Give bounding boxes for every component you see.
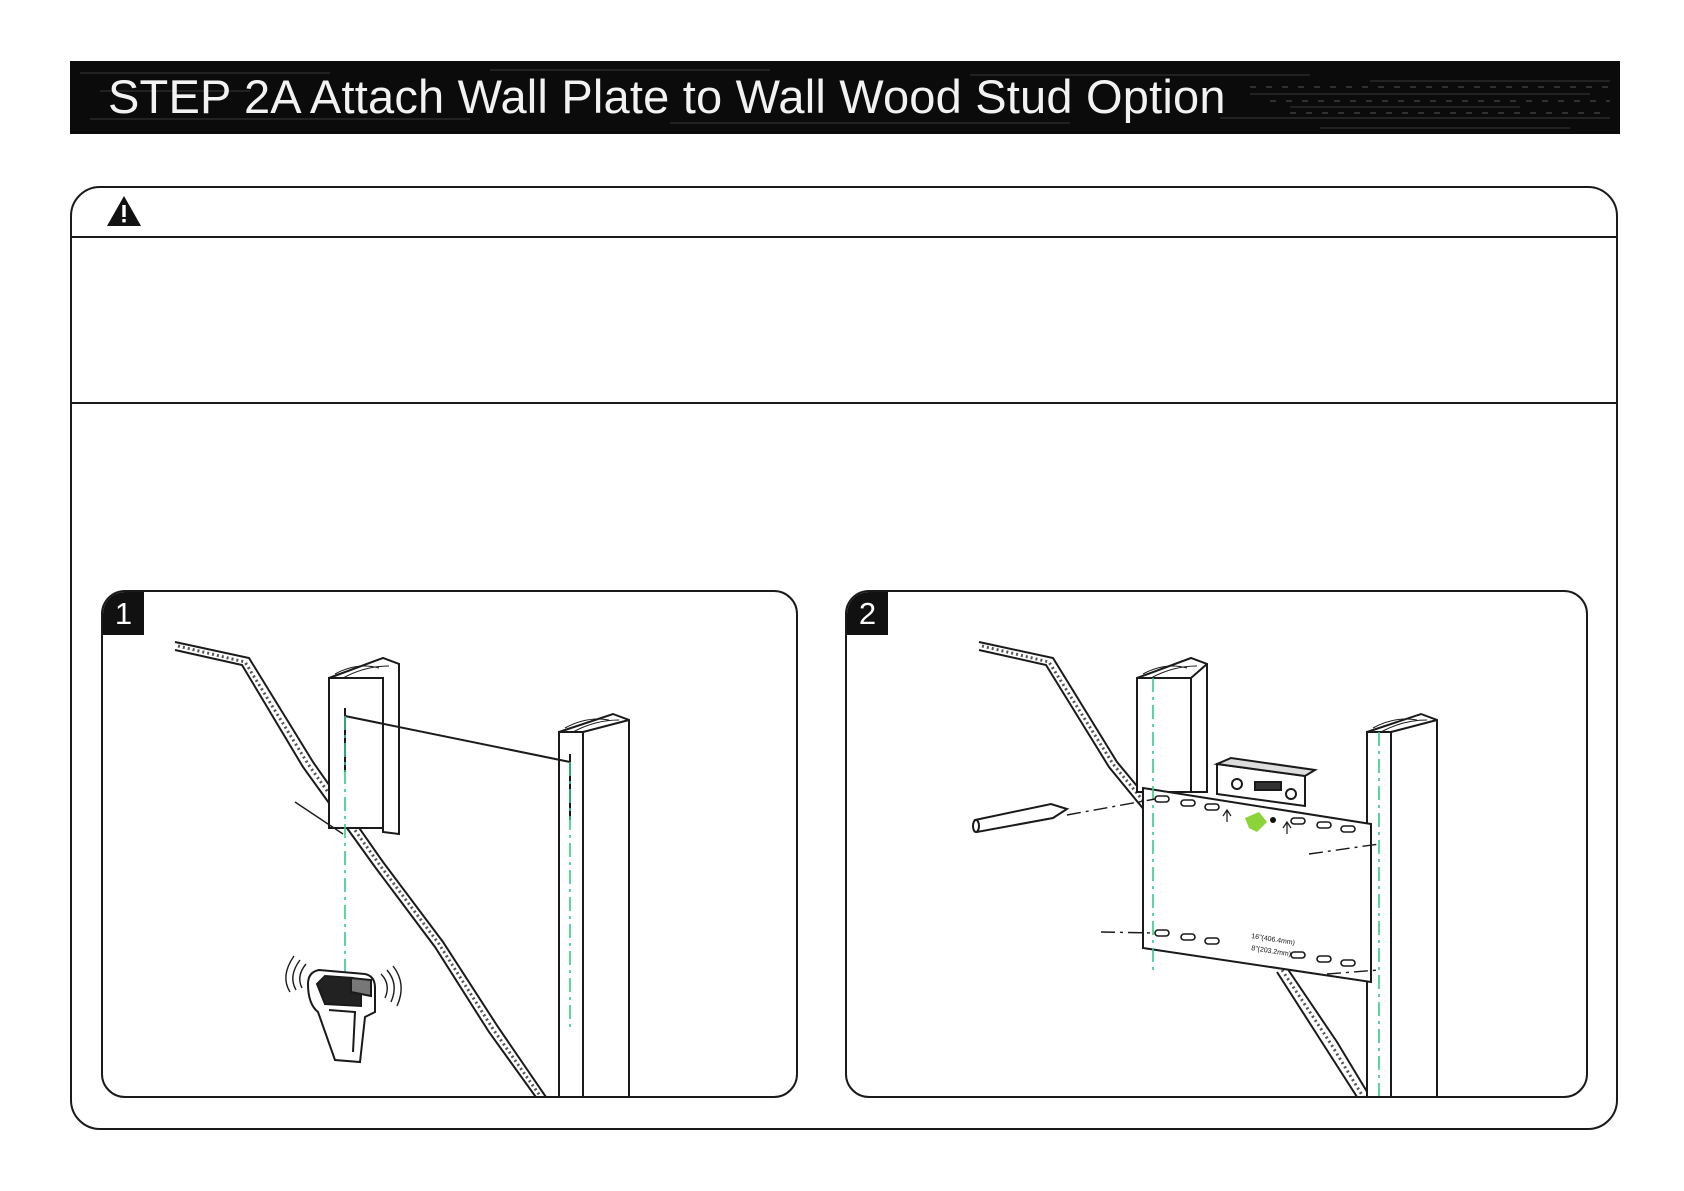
dimension-16-inch: 16"(406.4mm) <box>1250 933 1296 947</box>
panel-number-badge: 1 <box>103 592 144 635</box>
wood-stud-left <box>1137 658 1207 792</box>
wood-stud-left <box>329 658 399 834</box>
warning-header <box>72 188 1616 238</box>
pencil-icon <box>973 804 1067 832</box>
warning-text-area <box>72 238 1616 404</box>
stud-finder-icon <box>286 956 401 1062</box>
bubble-level-icon <box>1217 758 1315 806</box>
wood-stud-right <box>1367 714 1437 1098</box>
panel-number-badge: 2 <box>847 592 888 635</box>
page-title: STEP 2A Attach Wall Plate to Wall Wood Stud Option <box>108 70 1226 123</box>
mark-holes-illustration <box>847 592 1588 1098</box>
instruction-text-area <box>72 404 1616 574</box>
panel-2 <box>845 590 1588 1098</box>
locate-stud-illustration <box>103 592 798 1098</box>
dimension-8-inch: 8"(203.2mm) <box>1250 945 1292 959</box>
title-banner <box>70 61 1620 134</box>
panel-1 <box>101 590 798 1098</box>
warning-triangle-icon <box>105 194 143 228</box>
